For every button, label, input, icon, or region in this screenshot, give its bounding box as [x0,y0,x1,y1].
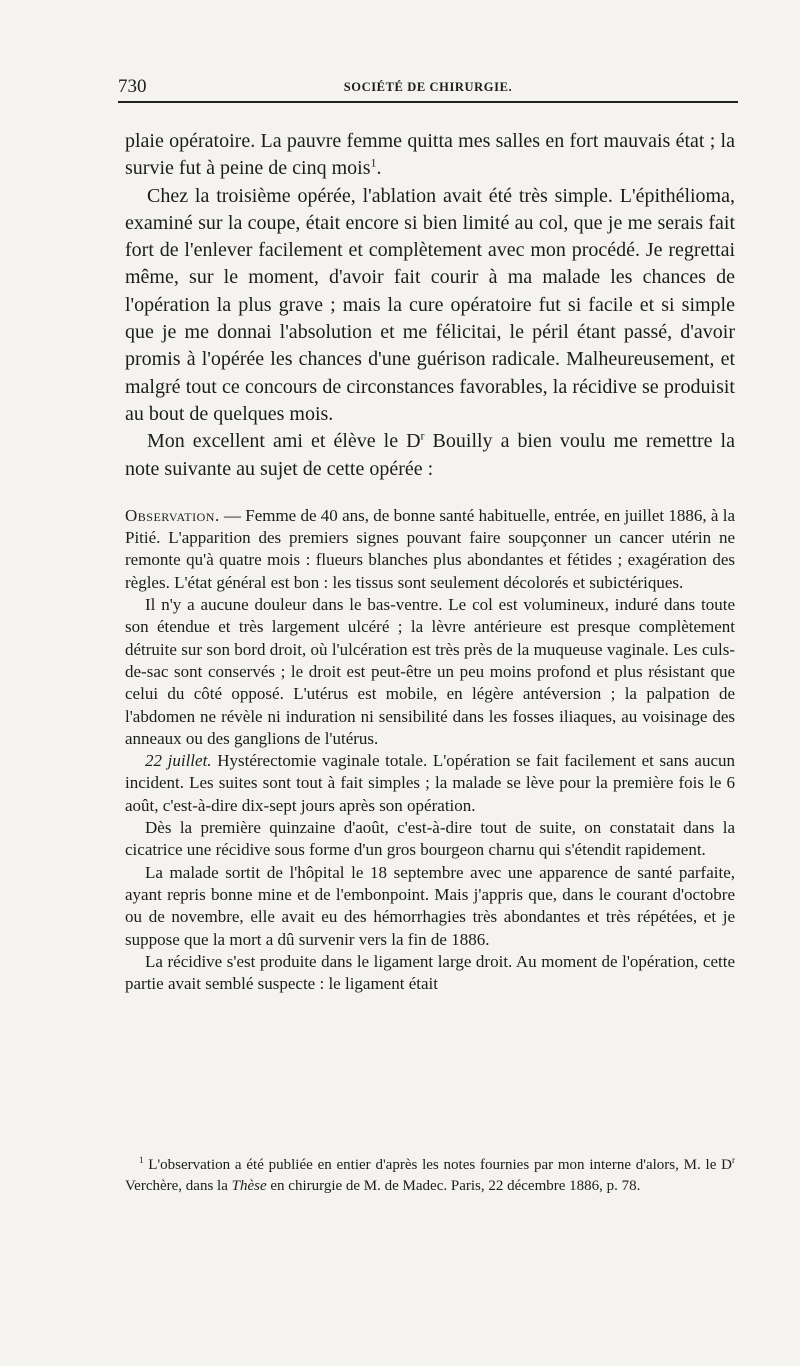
page-header [118,76,738,100]
observation-section [125,505,735,996]
observation-paragraph: Observation. — Femme de 40 ans, de bonne santé habituelle, entrée, en juillet 1886, à la Pitié. L'apparition des premiers signes pouvant faire soupçonner un cancer utérin ne remonte qu'à quatre mois : flueurs blanches plus abondantes et fétides ; exagération des règles. L'état général est bon : les tissus sont seulement décolorés et subictériques. [125,505,735,592]
observation-paragraph: La malade sortit de l'hôpital le 18 septembre avec une apparence de santé parfaite, ayant repris bonne mine et de l'embonpoint. Mais j'appris que, dans le courant d'octobre ou de novembre, elle avait eu des hémorrhagies très abondantes et très répétées, et je suppose que la mort a dû survenir vers la fin de 1886. [125,862,735,949]
paragraph: Mon excellent ami et élève le $D^r$ Bouilly a bien voulu me remettre la note suivante au sujet de cette opérée : [125,428,735,480]
narrative-section [125,128,735,483]
observation-paragraph: Il n'y a aucune douleur dans le bas-ventre. Le col est volumineux, induré dans toute son étendue et très largement ulcéré ; la lèvre antérieure est presque complètement détruite sur son bord droit, où l'ulcération est très près de la muqueuse vaginale. Les culs-de-sac sont conservés ; le droit est peut-être un peu moins profond et plus résistant que celui du côté opposé. L'utérus est mobile, en légère antéversion ; la palpation de l'abdomen ne révèle ni induration ni sensibilité dans les fosses iliaques, au voisinage des anneaux ou des ganglions de l'utérus. [125,595,735,748]
date-label: 22 juillet. [145,751,212,771]
paragraph: plaie opératoire. La pauvre femme quitta mes salles en fort mauvais état ; la survie fut à peine de cinq mois$^1$. [125,130,735,180]
footnote: $^1$ L'observation a été publiée en entier d'après les notes fournies par mon interne d'alors, M. le $D^r$ Verchère, dans la Thèse en chirurgie de M. de Madec. Paris, 22 décembre 1886, p. 78. [125,1155,735,1194]
observation-paragraph: La récidive s'est produite dans le ligament large droit. Au moment de l'opération, cette partie avait semblé suspecte : le ligament était [125,951,735,994]
paragraph: Chez la troisième opérée, l'ablation avait été très simple. L'épithélioma, examiné sur la coupe, était encore si bien limité au col, que je me serais fait fort de l'enlever facilement et complètement avec mon procédé. Je regrettai même, sur le moment, d'avoir fait courir à ma malade les chances de l'opération la plus grave ; mais la cure opératoire fut si facile et si simple que je me donnai l'absolution et me félicitai, le péril étant passé, d'avoir promis à l'opérée les chances d'une guérison radicale. Malheureusement, et malgré tout ce concours de circonstances favorables, la récidive se produisit au bout de quelques mois. [125,184,735,425]
observation-paragraph: Dès la première quinzaine d'août, c'est-à-dire tout de suite, on constatait dans la cicatrice une récidive sous forme d'un gros bourgeon charnu qui s'étendit rapidement. [125,818,735,860]
footnote-mark: 1 [139,1155,144,1165]
header-rule [118,101,738,103]
running-head: SOCIÉTÉ DE CHIRURGIE. [343,80,513,94]
footnote-ref: 1 [370,155,377,170]
main-text [125,128,735,995]
page-number: 730 [118,76,147,97]
observation-paragraph: 22 juillet. Hystérectomie vaginale totale. L'opération se fait facilement et sans aucun incident. Les suites sont tout à fait simples ; la malade se lève pour la première fois le 6 août, c'est-à-dire dix-sept jours après son opération. [125,751,735,815]
observation-label: Observation. [125,505,220,525]
